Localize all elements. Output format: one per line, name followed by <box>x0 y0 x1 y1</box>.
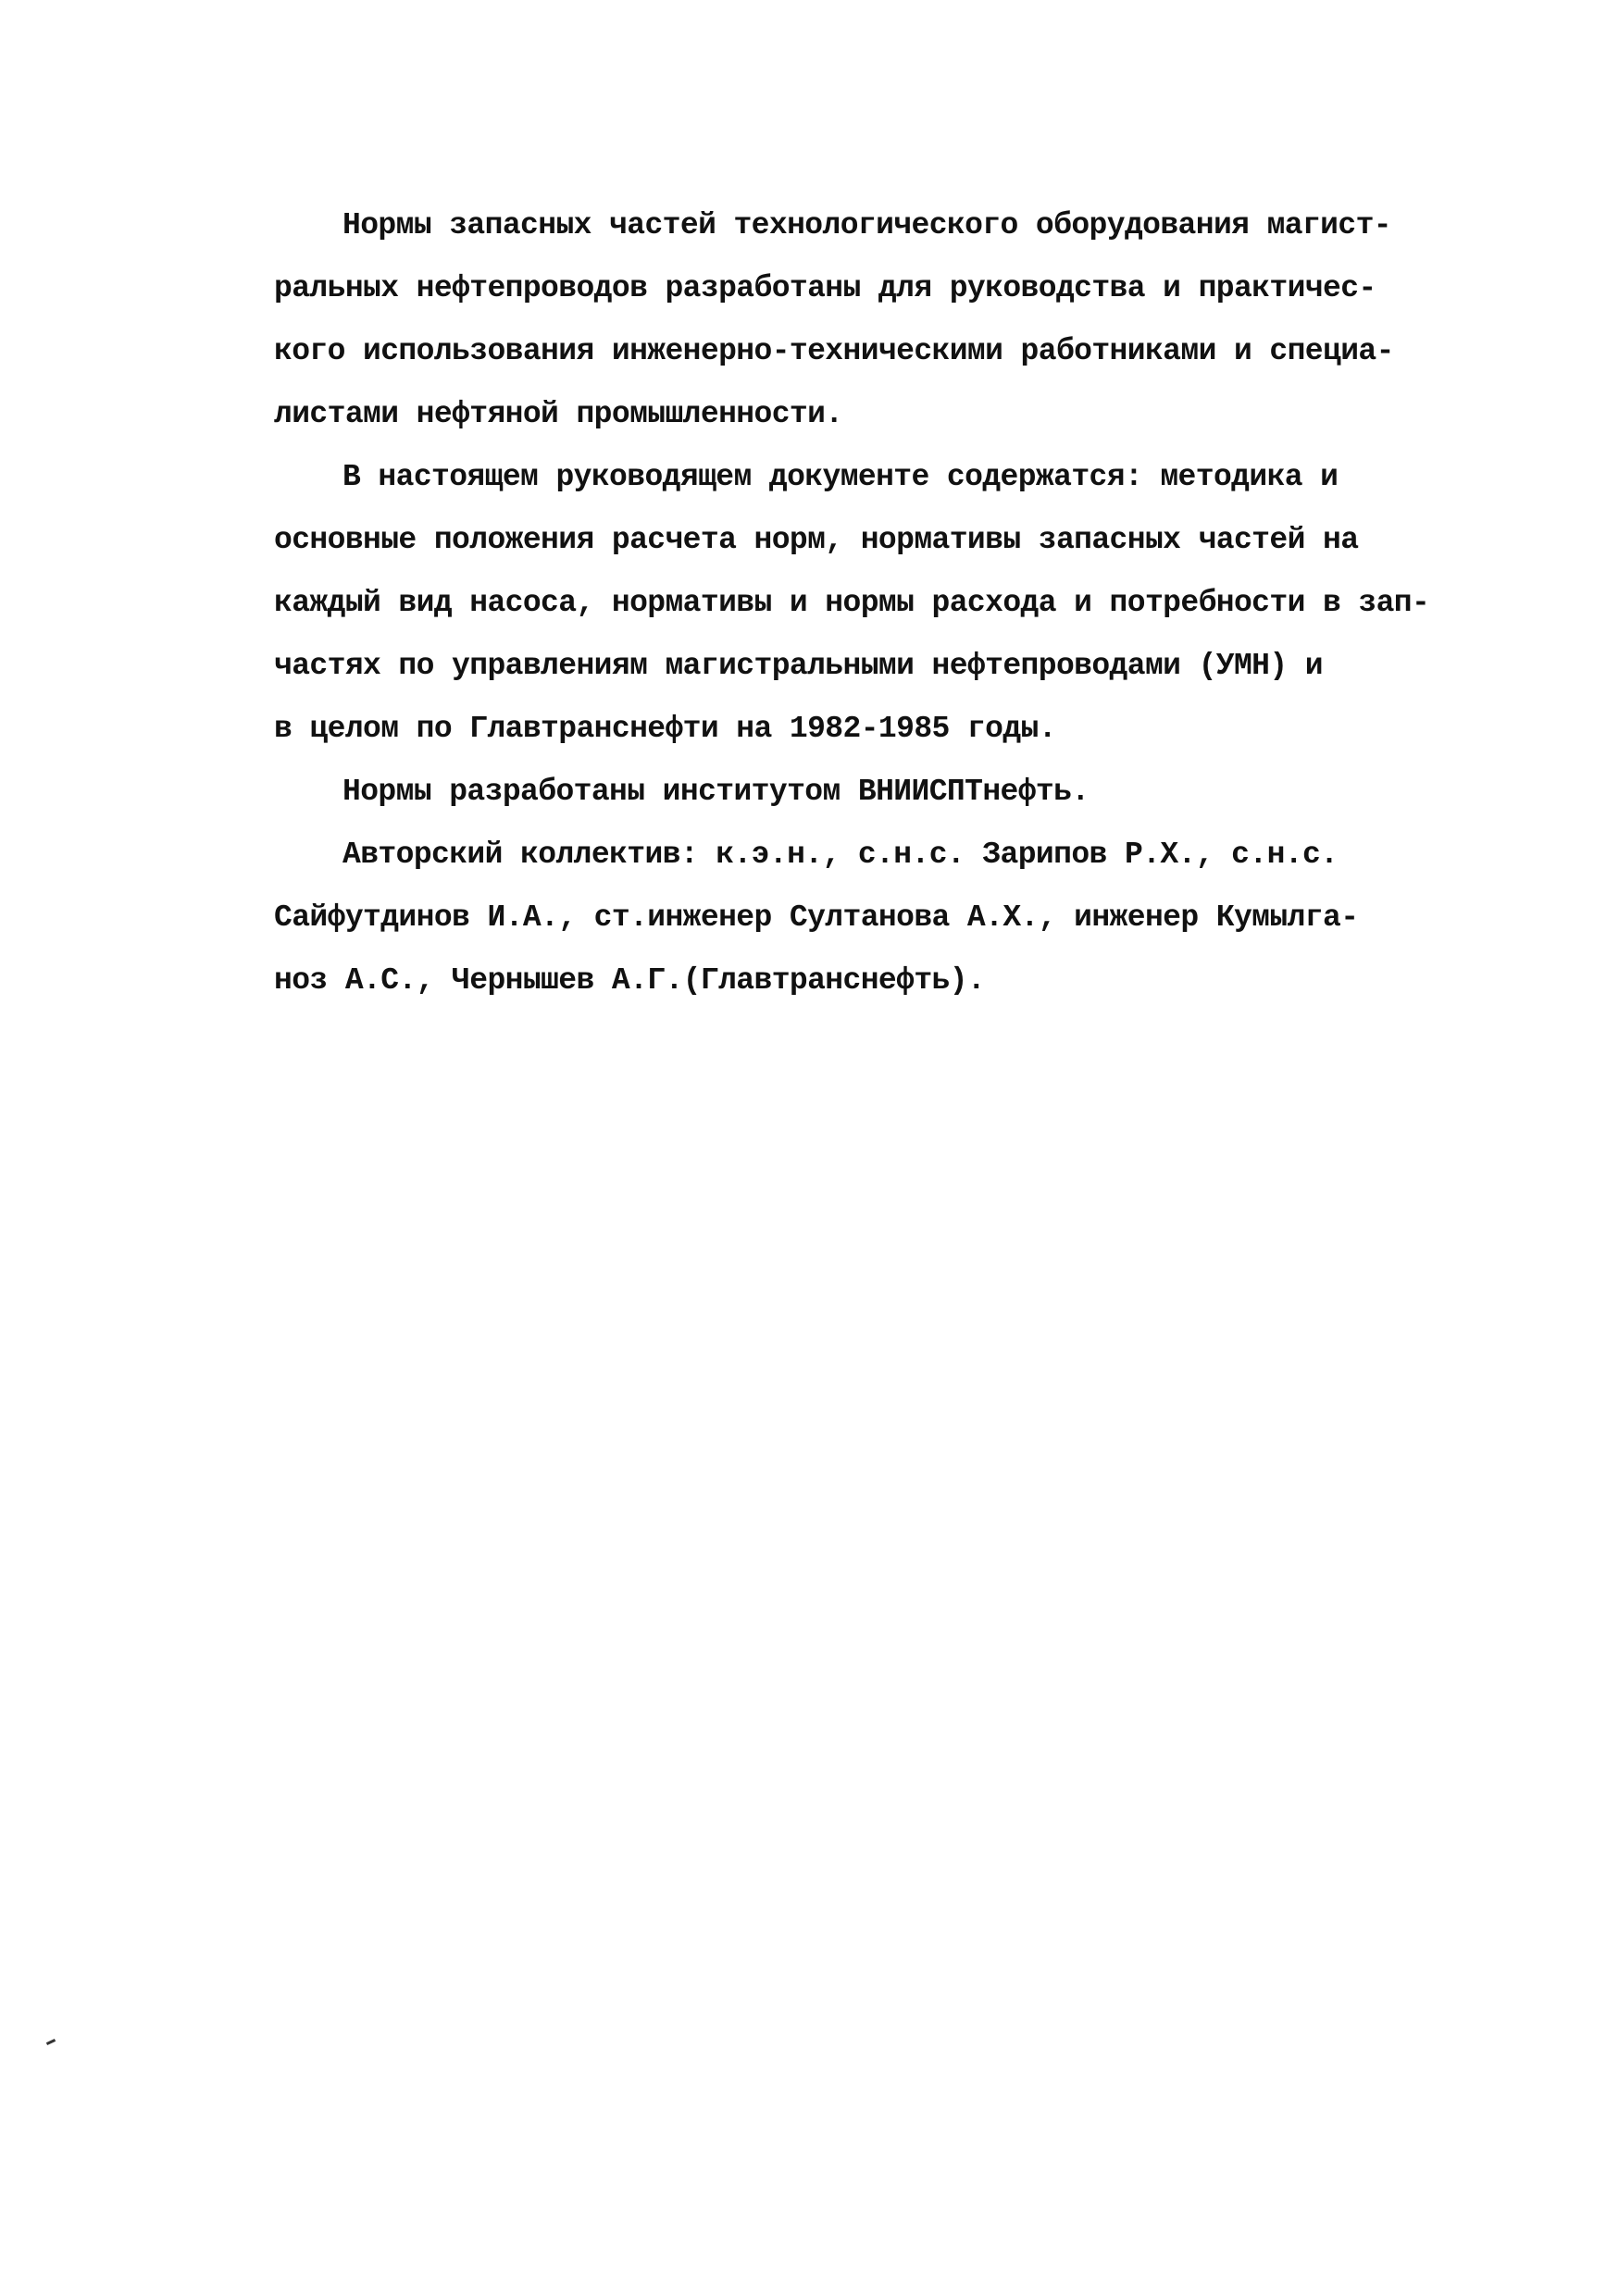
paragraph-1-line-3: кого использования инженерно-техническими работниками и специа- <box>274 334 1394 368</box>
paragraph-2-line-4: частях по управлениям магистральными нефтепроводами (УМН) и <box>274 649 1323 683</box>
paragraph-1-line-1: Нормы запасных частей технологического оборудования магист- <box>342 208 1391 242</box>
paragraph-4-line-1: Авторский коллектив: к.э.н., с.н.с. Зарипов Р.Х., с.н.с. <box>342 838 1339 872</box>
paragraph-2-line-1: В настоящем руководящем документе содержатся: методика и <box>342 460 1339 494</box>
paragraph-3-line-1: Нормы разработаны институтом ВНИИСПТнефть. <box>342 775 1090 809</box>
paragraph-1-line-2: ральных нефтепроводов разработаны для руководства и практичес- <box>274 271 1376 305</box>
paragraph-2-line-5: в целом по Главтранснефти на 1982-1985 годы. <box>274 712 1056 746</box>
paragraph-4-line-3: ноз А.С., Чернышев А.Г.(Главтранснефть). <box>274 963 986 998</box>
paragraph-2-line-3: каждый вид насоса, нормативы и нормы расхода и потребности в зап- <box>274 586 1430 620</box>
paragraph-2-line-2: основные положения расчета норм, нормативы запасных частей на <box>274 523 1359 557</box>
paragraph-4-line-2: Сайфутдинов И.А., ст.инженер Султанова А.Х., инженер Кумылга- <box>274 900 1359 935</box>
scan-speck-mark <box>46 2039 56 2045</box>
paragraph-1-line-4: листами нефтяной промышленности. <box>274 397 843 431</box>
document-body <box>274 194 1477 1012</box>
